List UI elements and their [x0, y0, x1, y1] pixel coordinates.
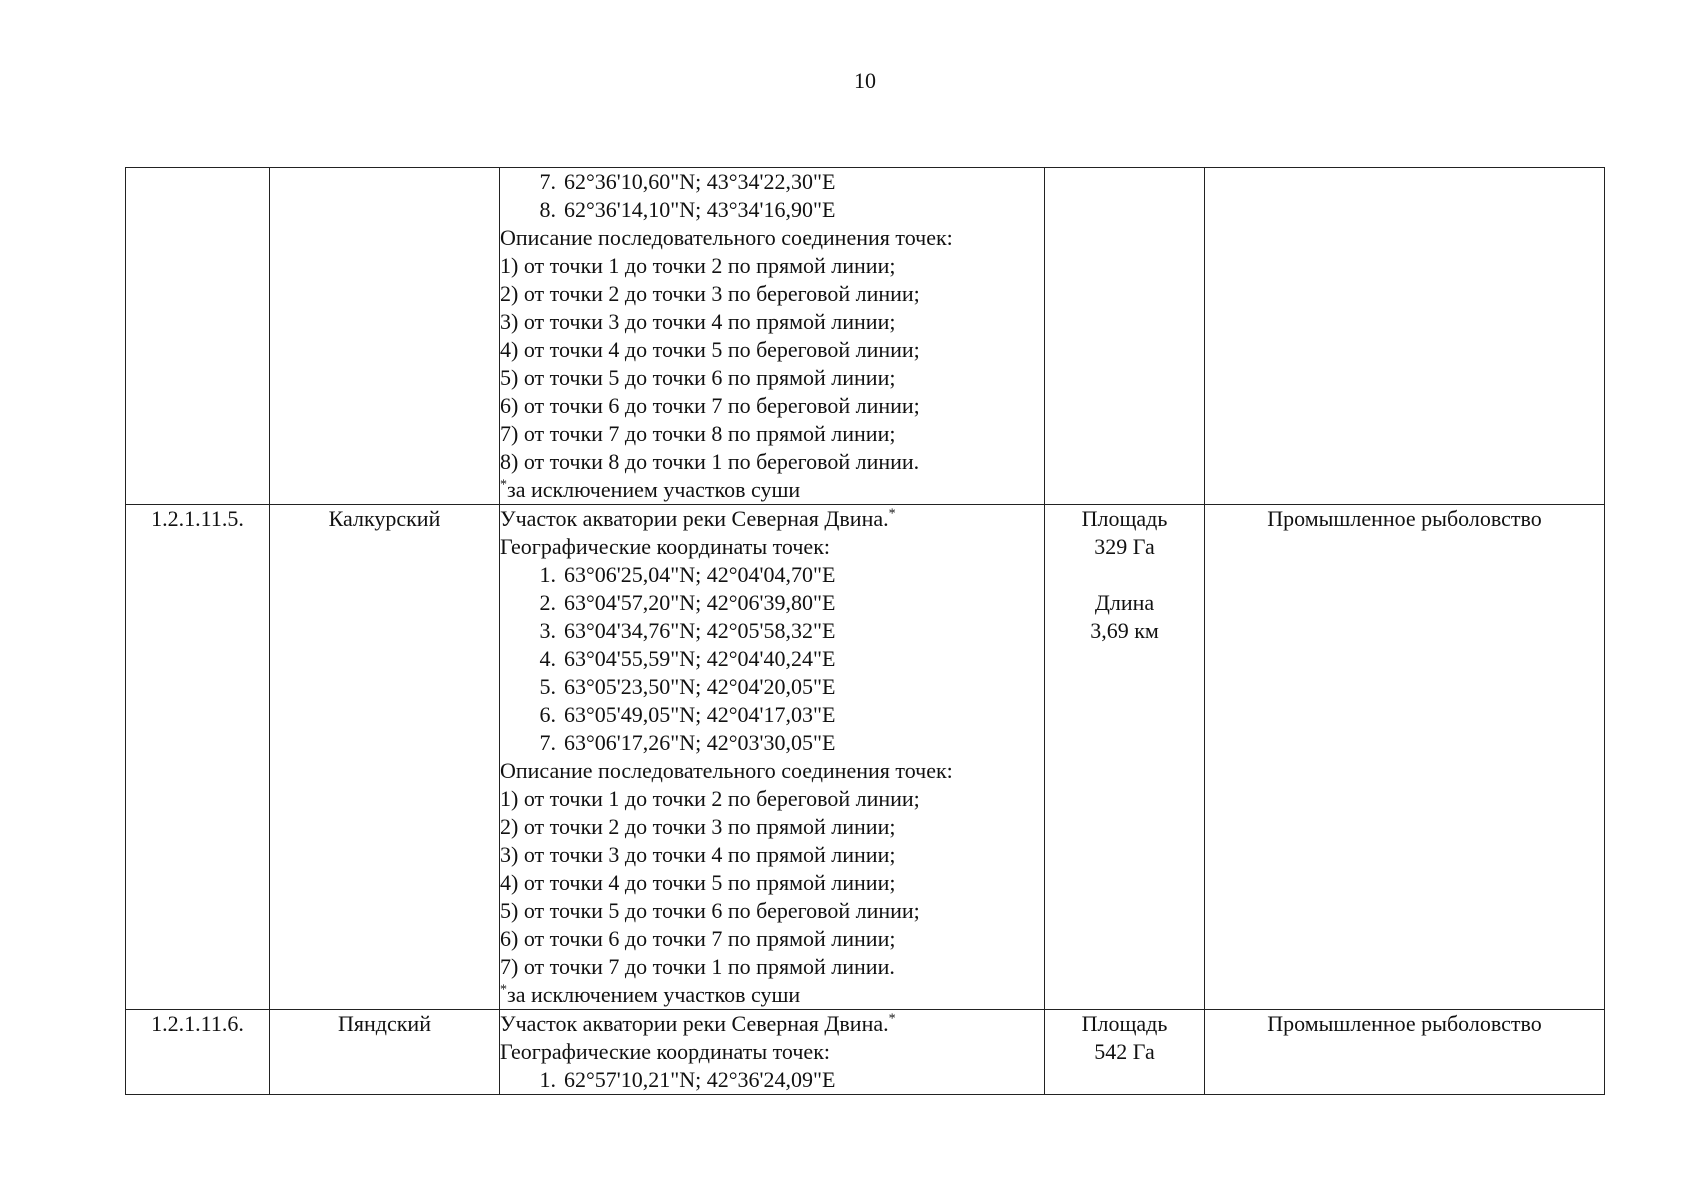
coordinate-point: 4. 63°04'55,59"N; 42°04'40,24"E — [539, 646, 836, 671]
coordinate-point: 8. 62°36'14,10"N; 43°34'16,90"E — [539, 197, 836, 222]
coordinates-title: Географические координаты точек: — [500, 1039, 830, 1064]
coordinate-point: 3. 63°04'34,76"N; 42°05'58,32"E — [539, 618, 836, 643]
coordinate-point: 6. 63°05'49,05"N; 42°04'17,03"E — [539, 702, 836, 727]
fishing-areas-table — [125, 167, 1605, 1095]
connection-item: 2) от точки 2 до точки 3 по прямой линии; — [500, 814, 896, 839]
connection-item: 8) от точки 8 до точки 1 по береговой линии. — [500, 449, 920, 474]
area-value: 329 Га — [1094, 534, 1155, 559]
table-row — [126, 505, 1605, 1010]
connection-item: 1) от точки 1 до точки 2 по прямой линии; — [500, 253, 896, 278]
coordinate-point: 5. 63°05'23,50"N; 42°04'20,05"E — [539, 674, 836, 699]
row-usage-cell: Промышленное рыболовство — [1205, 505, 1605, 1010]
connection-title: Описание последовательного соединения точек: — [500, 758, 953, 783]
length-value: 3,69 км — [1090, 618, 1159, 643]
connection-item: 5) от точки 5 до точки 6 по береговой линии; — [500, 898, 920, 923]
row-description-cell — [500, 1010, 1045, 1095]
row-number-cell: 1.2.1.11.5. — [126, 505, 270, 1010]
area-intro: Участок акватории реки Северная Двина.* — [500, 1011, 896, 1036]
row-measure-cell — [1045, 168, 1205, 505]
coordinate-point: 1. 63°06'25,04"N; 42°04'04,70"E — [539, 562, 836, 587]
area-label: Площадь — [1081, 506, 1168, 531]
coordinate-point: 7. 63°06'17,26"N; 42°03'30,05"E — [539, 730, 836, 755]
connection-item: 1) от точки 1 до точки 2 по береговой линии; — [500, 786, 920, 811]
connection-item: 3) от точки 3 до точки 4 по прямой линии; — [500, 842, 896, 867]
table-row — [126, 1010, 1605, 1095]
row-description-cell — [500, 168, 1045, 505]
connection-item: 6) от точки 6 до точки 7 по береговой линии; — [500, 393, 920, 418]
area-label: Площадь — [1081, 1011, 1168, 1036]
connection-item: 7) от точки 7 до точки 1 по прямой линии. — [500, 954, 895, 979]
connection-item: 4) от точки 4 до точки 5 по прямой линии; — [500, 870, 896, 895]
footnote: *за исключением участков суши — [500, 477, 801, 502]
table-row — [126, 168, 1605, 505]
connection-item: 5) от точки 5 до точки 6 по прямой линии; — [500, 365, 896, 390]
coordinate-point: 1. 62°57'10,21"N; 42°36'24,09"E — [539, 1067, 836, 1092]
row-description-cell — [500, 505, 1045, 1010]
row-number-cell — [126, 168, 270, 505]
length-label: Длина — [1094, 590, 1155, 615]
row-measure-cell — [1045, 505, 1205, 1010]
row-number-cell: 1.2.1.11.6. — [126, 1010, 270, 1095]
area-value: 542 Га — [1094, 1039, 1155, 1064]
row-name-cell — [270, 168, 500, 505]
coordinates-title: Географические координаты точек: — [500, 534, 830, 559]
connection-item: 7) от точки 7 до точки 8 по прямой линии; — [500, 421, 896, 446]
connection-item: 2) от точки 2 до точки 3 по береговой линии; — [500, 281, 920, 306]
row-usage-cell: Промышленное рыболовство — [1205, 1010, 1605, 1095]
footnote: *за исключением участков суши — [500, 982, 801, 1007]
row-name-cell: Пяндский — [270, 1010, 500, 1095]
coordinate-point: 7. 62°36'10,60"N; 43°34'22,30"E — [539, 169, 836, 194]
connection-item: 3) от точки 3 до точки 4 по прямой линии; — [500, 309, 896, 334]
connection-item: 6) от точки 6 до точки 7 по прямой линии; — [500, 926, 896, 951]
row-name-cell: Калкурский — [270, 505, 500, 1010]
row-usage-cell — [1205, 168, 1605, 505]
coordinate-point: 2. 63°04'57,20"N; 42°06'39,80"E — [539, 590, 836, 615]
connection-item: 4) от точки 4 до точки 5 по береговой линии; — [500, 337, 920, 362]
page-number: 10 — [854, 68, 876, 93]
connection-title: Описание последовательного соединения точек: — [500, 225, 953, 250]
row-measure-cell — [1045, 1010, 1205, 1095]
area-intro: Участок акватории реки Северная Двина.* — [500, 506, 896, 531]
